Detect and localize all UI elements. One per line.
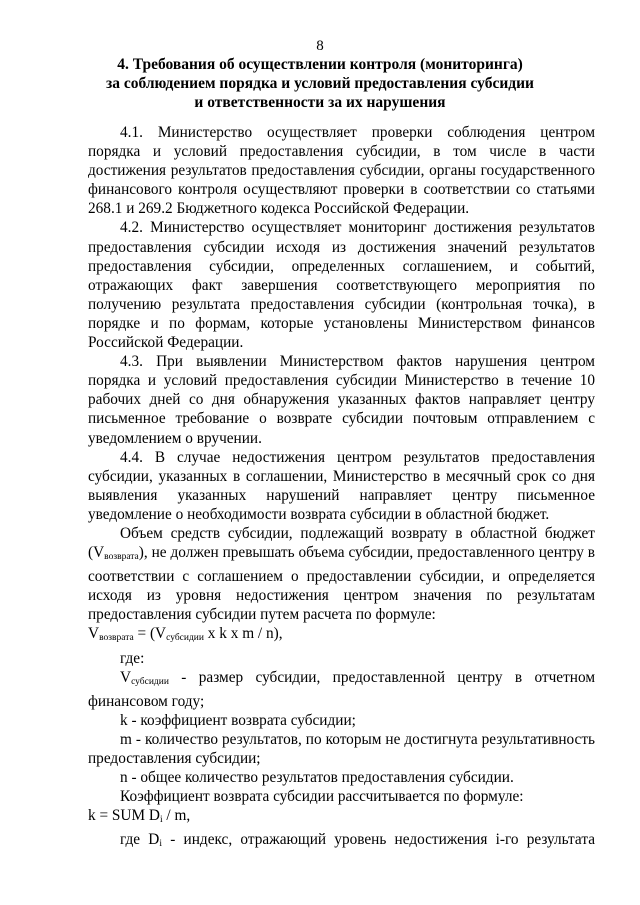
formula-symbol: V [120, 668, 132, 686]
coefficient-intro: Коэффициент возврата субсидии рассчитывается по формуле: [120, 788, 524, 806]
subscript: субсидии [166, 633, 204, 644]
page-number: 8 [316, 38, 324, 54]
formula-coefficient [88, 806, 595, 830]
definition-v-subsidy [88, 668, 595, 711]
formula-segment: x k x m / n), [203, 625, 283, 643]
where-label: где: [120, 649, 145, 667]
subscript: возврата [99, 633, 134, 644]
paragraph-4-3: 4.3. При выявлении Министерством фактов нарушения центром порядка и условий предоставления субсидии Министерство в течение 10 рабочих дней со дня обнаружения указанных фактов направляет центру письменное требование о возврате субсидии почтовым отправлением с уведомлением о вручении. [88, 353, 595, 447]
paragraph-4-4: 4.4. В случае недостижения центром результатов предоставления субсидии, указанных в соглашении, Министерство в месячный срок со дня выявления указанных нарушений направляет центру письменное уведомление о необходимости возврата субсидии в областной бюджет. [88, 448, 595, 523]
paragraph-4-1: 4.1. Министерство осуществляет проверки соблюдения центром порядка и условий предоставления субсидии, в том числе в части достижения результатов предоставления субсидии, органы государственного финансового контроля осуществляют проверки в соответствии со статьями 268.1 и 269.2 Бюджетного кодекса Российской Федерации. [88, 124, 595, 218]
subscript: субсидии [131, 676, 169, 687]
document-body [88, 123, 595, 854]
subscript: возврата [104, 552, 139, 563]
definition-m: m - количество результатов, по которым не достигнута результативность предоставления субсидии; [88, 730, 595, 767]
definition-k: k - коэффициент возврата субсидии; [120, 711, 356, 729]
text-segment: - размер субсидии, предоставленной центру в отчетном финансовом году; [88, 668, 595, 710]
section-title-line-1: 4. Требования об осуществлении контроля (мониторинга) [117, 56, 523, 73]
section-title-line-3: и ответственности за их нарушения [194, 94, 446, 111]
formula-return-volume [88, 624, 595, 648]
section-title [60, 55, 580, 112]
formula-segment: = (V [133, 625, 167, 643]
index-definition [88, 830, 595, 854]
text-segment: где D [120, 831, 160, 849]
subscript: i [159, 815, 163, 826]
section-title-line-2: за соблюдением порядка и условий предоставления субсидии [106, 75, 534, 92]
formula-segment: k = SUM D [88, 807, 160, 825]
text-segment: Объем средств субсидии, подлежащий возврату в областной бюджет (V [88, 524, 595, 562]
subscript: i [159, 839, 162, 850]
formula-symbol: V [88, 625, 100, 643]
paragraph-4-2: 4.2. Министерство осуществляет мониторинг достижения результатов предоставления субсидии исходя из достижения значений результатов предоставления субсидии, определенных соглашением, и событий, отражающих факт завершения соответствующего мероприятия по получению результата предоставления субсидии (контрольная точка), в порядке и по формам, которые установлены Министерством финансов Российской Федерации. [88, 219, 595, 352]
text-segment: - индекс, отражающий уровень недостижения i-го результата [162, 831, 595, 849]
paragraph-return-volume [88, 524, 595, 624]
definition-n: n - общее количество результатов предоставления субсидии. [120, 769, 514, 787]
text-segment: ), не должен превышать объема субсидии, предоставленного центру в соответствии с соглашением о предоставлении субсидии, и определяется исходя из уровня недостижения центром значения по результатам предоставления субсидии путем расчета по формуле: [88, 544, 595, 624]
formula-segment: / m, [162, 807, 191, 825]
